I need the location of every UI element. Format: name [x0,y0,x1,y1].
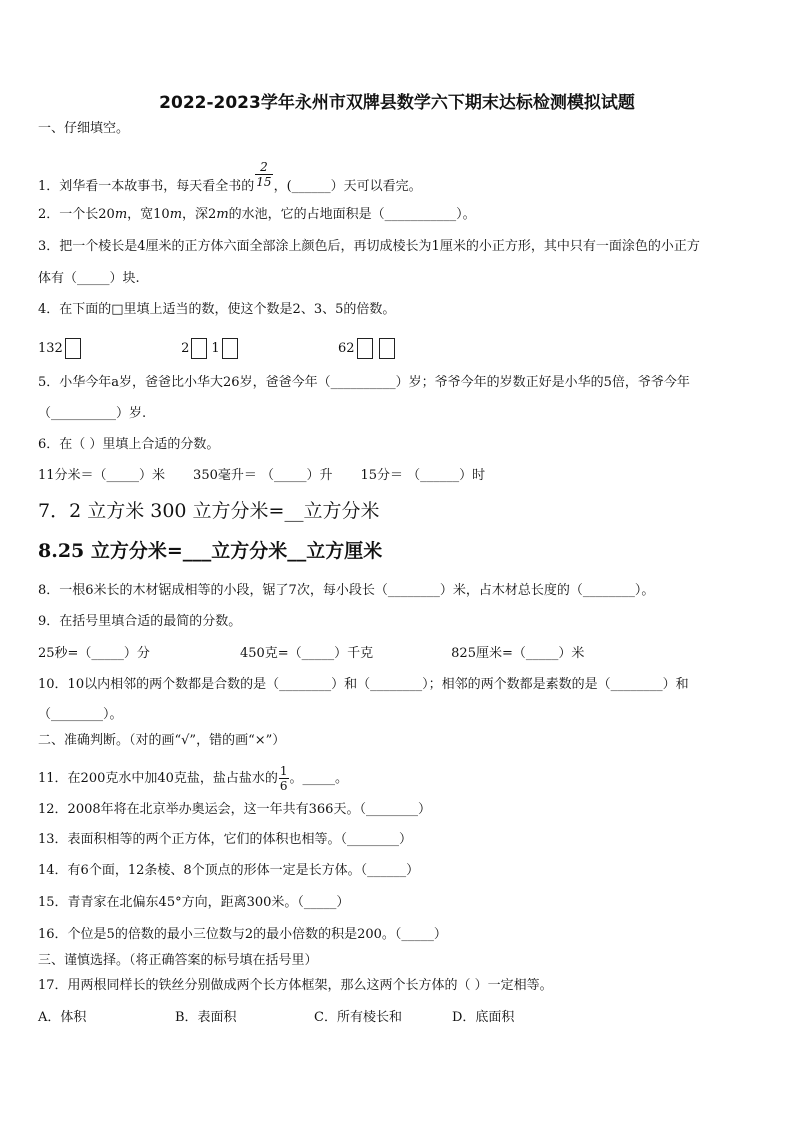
question-17-options [38,1009,514,1027]
question-12: 12．2008年将在北京举办奥运会，这一年共有366天。（________） [38,802,431,817]
question-10-line-1: 10．10以内相邻的两个数都是合数的是（________）和（________）；相邻的两个数都是素数的是（________）和 [38,677,689,692]
question-13: 13．表面积相等的两个正方体，它们的体积也相等。（________） [38,832,413,847]
question-6: 6．在（ ）里填上合适的分数。 [38,437,220,452]
question-2: 2．一个长20m，宽10m，深2m的水池，它的占地面积是（___________）。 [38,207,476,222]
question-4: 4．在下面的□里填上适当的数，使这个数是2、3、5的倍数。 [38,302,396,317]
question-16: 16．个位是5的倍数的最小三位数与2的最小倍数的积是200。（_____） [38,927,447,942]
section-heading: 三、谨慎选择。（将正确答案的标号填在括号里） [38,953,318,968]
question-17: 17．用两根同样长的铁丝分别做成两个长方体框架，那么这两个长方体的（ ）一定相等。 [38,978,553,993]
question-5-line-1: 5．小华今年a岁，爸爸比小华大26岁，爸爸今年（__________）岁；爷爷今年的岁数正好是小华的5倍，爷爷今年 [38,375,690,390]
question-8: 8．一根6米长的木材锯成相等的小段，锯了7次，每小段长（________）米，占木材总长度的（________）。 [38,583,655,598]
fraction: $\frac{2}{15}$ [256,160,272,189]
option-a[interactable]: A．体积 [38,1010,87,1025]
section-heading: 二、准确判断。（对的画“√”，错的画“×”） [38,733,286,748]
page-title: 2022-2023学年永州市双牌县数学六下期末达标检测模拟试题 [159,93,635,113]
question-8-unit-conversion: 8.25 立方分米=___立方分米__立方厘米 [38,540,383,562]
answer-box[interactable] [222,338,238,359]
fraction: $\frac{1}{6}$ [279,764,288,793]
question-10-line-2: （________）。 [38,707,123,722]
question-3-line-2: 体有（_____）块. [38,271,140,286]
question-3-line-1: 3．把一个棱长是4厘米的正方体六面全部涂上颜色后，再切成棱长为1厘米的小正方形，其中只有一面涂色的小正方 [38,239,700,254]
answer-box[interactable] [357,338,373,359]
question-15: 15．青青家在北偏东45°方向，距离300米。（_____） [38,895,350,910]
question-9-items: 25秒=（_____）分 450克=（_____）千克 825厘米=（_____）米 [38,646,585,661]
option-d[interactable]: D．底面积 [452,1010,515,1025]
section-heading: 一、仔细填空。 [38,121,130,136]
question-6-items: 11分米＝（_____）米 350毫升＝ （_____）升 15分＝ （______）时 [38,468,486,483]
answer-box[interactable] [65,338,81,359]
answer-box[interactable] [379,338,395,359]
option-b[interactable]: B．表面积 [175,1010,237,1025]
question-4-items: 132 2 1 62 [38,338,399,359]
question-14: 14．有6个面，12条棱、8个顶点的形体一定是长方体。（______） [38,863,420,878]
answer-box[interactable] [191,338,207,359]
question-11: 11．在200克水中加40克盐，盐占盐水的 $\frac{1}{6}$ 。_____。 [38,764,349,793]
option-c[interactable]: C．所有棱长和 [314,1010,402,1025]
question-7: 7．2 立方米 300 立方分米=__立方分米 [38,500,380,522]
question-1: 1．刘华看一本故事书，每天看全书的 $\frac{2}{15}$ ，(______）天可以看完。 [38,160,422,194]
question-9: 9．在括号里填合适的最简的分数。 [38,614,242,629]
question-5-line-2: （__________）岁. [38,406,147,421]
